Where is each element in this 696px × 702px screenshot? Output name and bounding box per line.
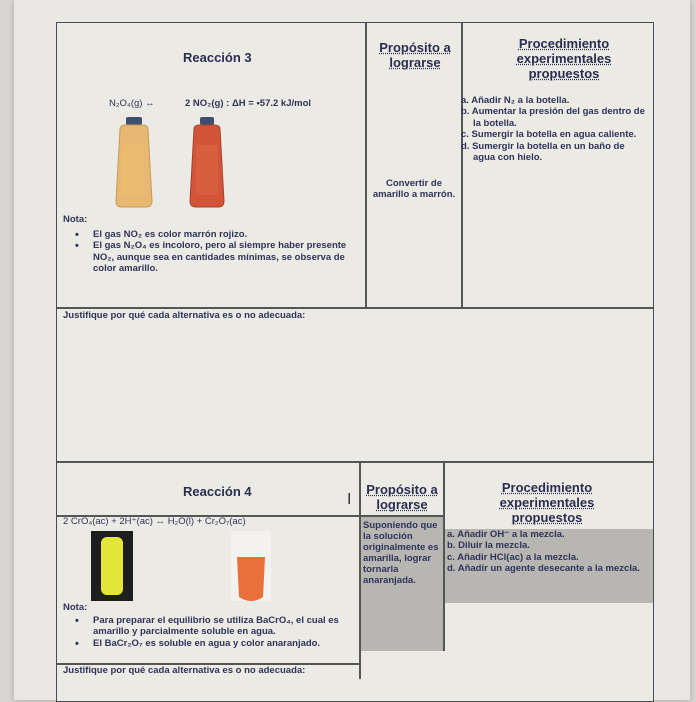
reaction4-title: Reacción 4 xyxy=(183,484,252,499)
reaction4-equation: 2 CrO₄(ac) + 2H⁺(ac) ↔ H₂O(l) + Cr₂O₇(ac) xyxy=(63,516,246,527)
reaction3-purpose-header: Propósito a lograrse xyxy=(379,40,451,70)
red-bottle xyxy=(190,117,224,207)
divider xyxy=(57,461,653,463)
note-item: • Para preparar el equilibrio se utiliza BaCrO₄, el cual es amarillo y parcialmente soluble en agua. xyxy=(69,615,357,638)
worksheet-table xyxy=(56,22,654,702)
procedure-item: c. Añadir HCl(ac) a la mezcla. xyxy=(447,551,579,563)
note-item: • El BaCr₂O₇ es soluble en agua y color anaranjado. xyxy=(69,638,357,649)
reaction3-notes xyxy=(69,229,359,275)
reaction4-note-label: Nota: xyxy=(63,602,88,613)
divider xyxy=(461,23,463,307)
procedure-item: a. Añadir OH⁻ a la mezcla. xyxy=(447,529,565,540)
reaction3-equation-left: N₂O₄(g) ↔ xyxy=(109,98,155,109)
reaction4-procedure-header: Procedimiento experimentales propuestos xyxy=(499,480,595,525)
reaction3-procedure-list xyxy=(461,95,649,163)
procedure-item: d. Sumergir la botella en un baño de agua con hielo. xyxy=(461,140,625,163)
reaction3-equation-right: 2 NO₂(g) : ΔH = •57.2 kJ/mol xyxy=(185,98,312,109)
procedure-item: b. Diluir la mezcla. xyxy=(447,540,530,552)
reaction4-justify-prompt: Justifique por qué cada alternativa es o no adecuada: xyxy=(63,665,306,676)
reaction3-note-label: Nota: xyxy=(63,214,88,225)
procedure-item: d. Añadir un agente desecante a la mezcla. xyxy=(447,563,640,575)
reaction3-justify-prompt: Justifique por qué cada alternativa es o no adecuada: xyxy=(63,310,306,321)
note-item: • El gas N₂O₄ es incoloro, pero al siempre haber presente NO₂, aunque sea en cantidades mínimas, se observa de color amarillo. xyxy=(69,240,359,274)
reaction4-purpose-header: Propósito a lograrse xyxy=(366,482,438,512)
procedure-item: a. Añadir N₂ a la botella. xyxy=(461,95,570,106)
reaction4-notes xyxy=(69,615,357,649)
test-tubes-photo xyxy=(91,531,281,603)
reaction4-procedure-list xyxy=(447,529,651,575)
procedure-item: c. Sumergir la botella en agua caliente. xyxy=(461,129,637,141)
reaction4-purpose-text: Suponiendo que la solución originalmente es amarilla, lograr tornarla anaranjada. xyxy=(363,520,439,586)
orange-tube xyxy=(231,531,271,601)
text-cursor-icon: I xyxy=(347,491,352,508)
reaction3-procedure-header: Procedimiento experimentales propuestos xyxy=(516,36,612,81)
divider xyxy=(57,307,653,309)
yellow-bottle xyxy=(116,117,152,207)
reaction3-purpose-text: Convertir de amarillo a marrón. xyxy=(372,178,456,200)
yellow-tube xyxy=(91,531,133,601)
procedure-item: b. Aumentar la presión del gas dentro de la botella. xyxy=(461,106,645,129)
note-item: • El gas NO₂ es color marrón rojizo. xyxy=(69,229,359,240)
reaction3-title: Reacción 3 xyxy=(183,50,252,65)
bottles-photo xyxy=(112,115,252,209)
paper-sheet xyxy=(14,0,690,700)
divider xyxy=(365,23,367,307)
